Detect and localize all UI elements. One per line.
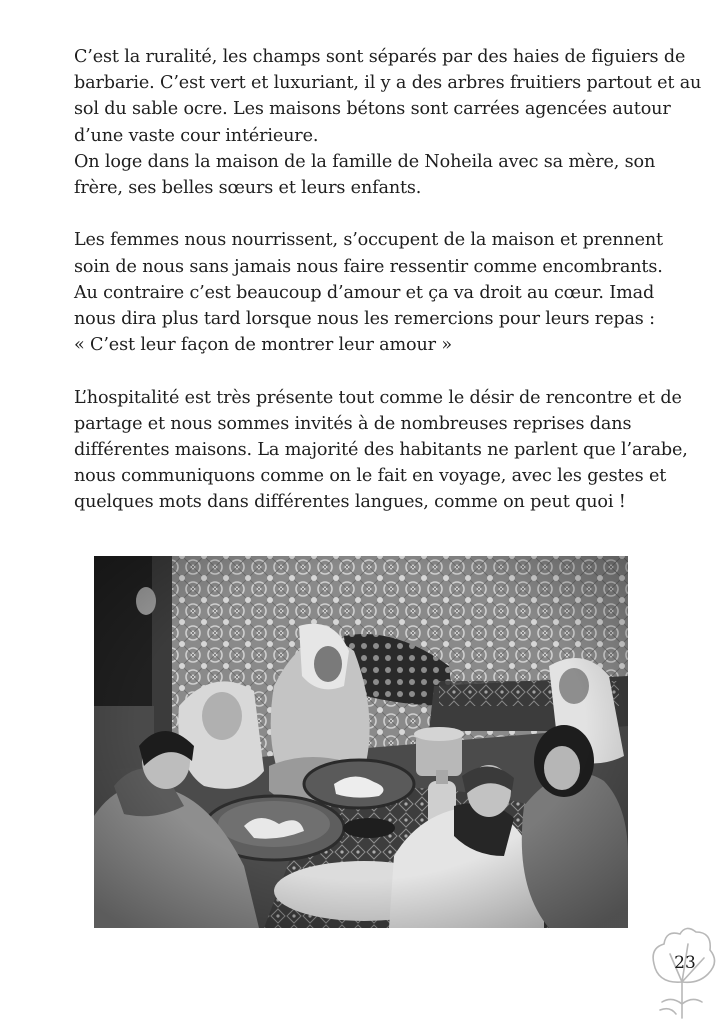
page-number: 23: [674, 953, 696, 973]
text-line: « C’est leur façon de montrer leur amour »: [74, 335, 452, 356]
photo-women-sharing-meal: [94, 556, 628, 928]
paragraph-1: [74, 44, 702, 201]
paragraph-3: [74, 385, 688, 516]
text-line: d’une vaste cour intérieure.: [74, 125, 319, 146]
paragraph-2: [74, 227, 674, 358]
text-line: soin de nous sans jamais nous faire ressentir comme encombrants.: [74, 256, 663, 277]
body-text: [74, 44, 702, 542]
text-line: quelques mots dans différentes langues, comme on peut quoi !: [74, 492, 626, 513]
text-line: frère, ses belles sœurs et leurs enfants.: [74, 178, 422, 199]
text-line: nous communiquons comme on le fait en voyage, avec les gestes et: [74, 466, 667, 487]
text-line: différentes maisons. La majorité des habitants ne parlent que l’arabe,: [74, 440, 688, 461]
text-line: C’est la ruralité, les champs sont séparés par des haies de figuiers de: [74, 47, 686, 67]
photo-illustration: [94, 556, 628, 928]
text-line: barbarie. C’est vert et luxuriant, il y a des arbres fruitiers partout et au: [74, 73, 702, 94]
text-line: Les femmes nous nourrissent, s’occupent de la maison et prennent: [74, 230, 663, 251]
text-line: L’hospitalité est très présente tout comme le désir de rencontre et de: [74, 387, 682, 408]
text-line: Au contraire c’est beaucoup d’amour et ça va droit au cœur. Imad: [74, 282, 655, 303]
text-line: On loge dans la maison de la famille de Noheila avec sa mère, son: [74, 151, 656, 172]
text-line: nous dira plus tard lorsque nous les remercions pour leurs repas :: [74, 309, 655, 330]
text-line: partage et nous sommes invités à de nombreuses reprises dans: [74, 413, 632, 434]
text-line: sol du sable ocre. Les maisons bétons sont carrées agencées autour: [74, 99, 671, 120]
